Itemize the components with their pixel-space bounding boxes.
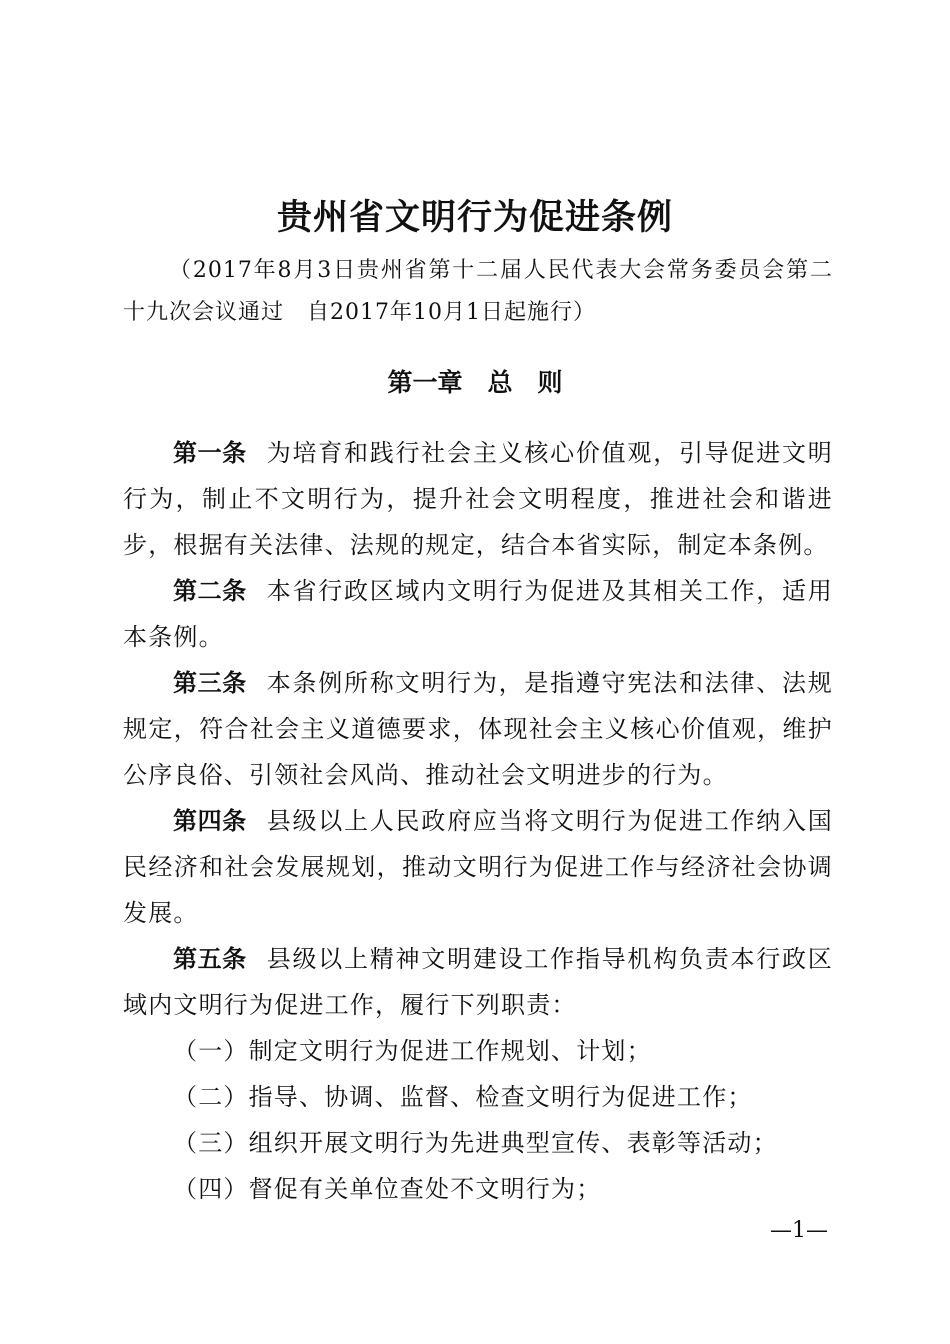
document-subtitle: （2017年8月3日贵州省第十二届人民代表大会常务委员会第二十九次会议通过 自2017年10月1日起施行）: [123, 258, 833, 325]
article-text: 县级以上精神文明建设工作指导机构负责本行政区域内文明行为促进工作，履行下列职责：: [123, 945, 833, 1019]
duty-item-4: （四）督促有关单位查处不文明行为；: [173, 1175, 602, 1203]
duty-item-2: （二）指导、协调、监督、检查文明行为促进工作；: [173, 1083, 753, 1111]
chapter-heading: 第一章 总 则: [387, 368, 563, 397]
page-number: —1—: [770, 1218, 828, 1243]
article-number: 第三条: [173, 668, 247, 697]
article-2: [123, 568, 833, 660]
article-text: 县级以上人民政府应当将文明行为促进工作纳入国民经济和社会发展规划，推动文明行为促进工作与经济社会协调发展。: [123, 807, 833, 927]
document-title: 贵州省文明行为促进条例: [276, 197, 673, 238]
article-text: 本省行政区域内文明行为促进及其相关工作，适用本条例。: [123, 577, 833, 651]
article-number: 第一条: [173, 438, 247, 467]
article-number: 第五条: [173, 944, 247, 973]
article-number: 第二条: [173, 576, 247, 605]
article-1: [123, 430, 833, 568]
article-text: 本条例所称文明行为，是指遵守宪法和法律、法规规定，符合社会主义道德要求，体现社会主义核心价值观，维护公序良俗、引领社会风尚、推动社会文明进步的行为。: [123, 669, 833, 789]
article-text: 为培育和践行社会主义核心价值观，引导促进文明行为，制止不文明行为，提升社会文明程度，推进社会和谐进步，根据有关法律、法规的规定，结合本省实际，制定本条例。: [123, 439, 833, 559]
document-body: [123, 430, 833, 1212]
article-4: [123, 798, 833, 936]
article-5: [123, 936, 833, 1028]
article-3: [123, 660, 833, 798]
duty-item-1: （一）制定文明行为促进工作规划、计划；: [173, 1037, 652, 1065]
article-number: 第四条: [173, 806, 247, 835]
duty-item-3: （三）组织开展文明行为先进典型宣传、表彰等活动；: [173, 1129, 778, 1157]
